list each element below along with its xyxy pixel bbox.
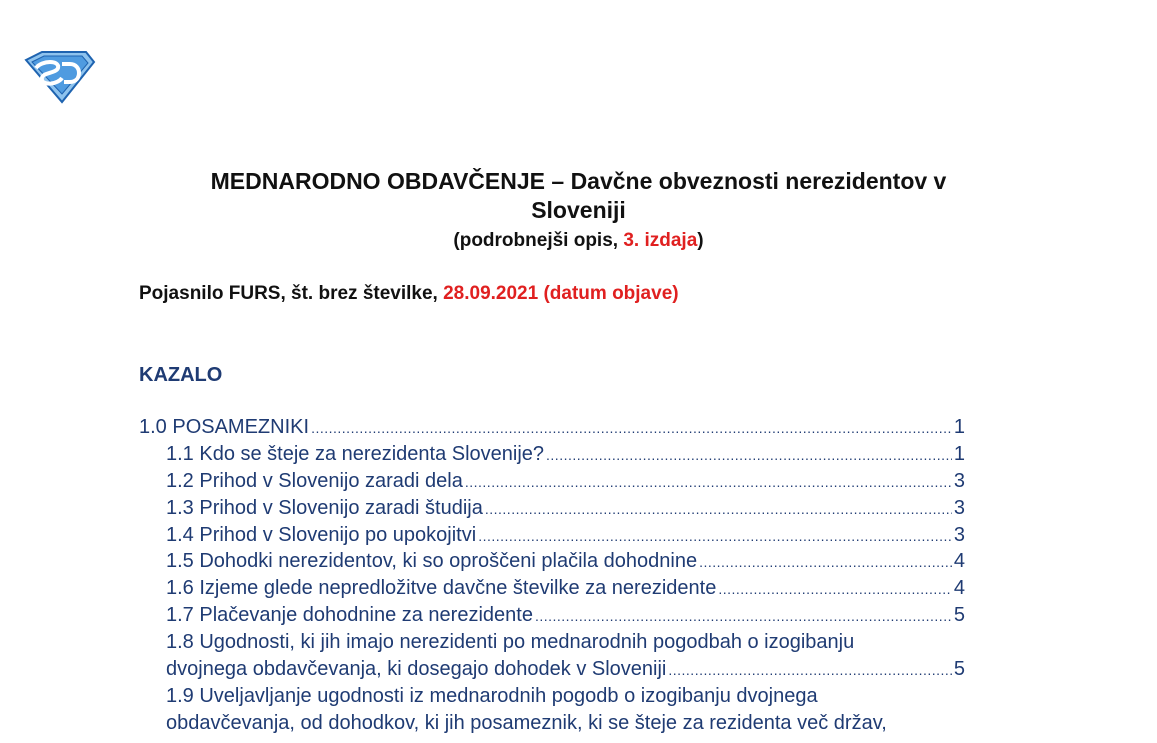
publication-date: 28.09.2021 (datum objave) xyxy=(443,283,679,304)
edition-label: 3. izdaja xyxy=(623,230,698,251)
toc-entry-1-8-line1[interactable]: 1.8 Ugodnosti, ki jih imajo nerezidenti po mednarodnih pogodbah o izogibanju xyxy=(166,631,855,654)
toc-entry-1-0[interactable] xyxy=(139,414,965,441)
toc-page-number: 3 xyxy=(953,496,965,519)
company-logo-icon xyxy=(22,48,96,104)
toc-leader-dots xyxy=(546,442,952,469)
toc-page-number: 1 xyxy=(953,416,965,438)
toc-page-number: 5 xyxy=(953,658,965,681)
toc-leader-dots xyxy=(535,603,952,630)
toc-entry-label: 1.4 Prihod v Slovenijo po upokojitvi xyxy=(166,523,477,546)
toc-leader-dots xyxy=(699,549,952,576)
reference-text: Pojasnilo FURS, št. brez številke, xyxy=(139,283,444,304)
document-title-line2: Sloveniji xyxy=(531,197,626,223)
toc-heading: KAZALO xyxy=(139,364,223,386)
toc-leader-dots xyxy=(478,523,952,550)
toc-leader-dots xyxy=(485,496,952,523)
toc-page-number: 4 xyxy=(953,577,965,600)
toc-entry-1-1[interactable] xyxy=(139,441,965,468)
toc-entry-1-2[interactable] xyxy=(139,468,965,495)
toc-entry-label: 1.7 Plačevanje dohodnine za nerezidente xyxy=(166,604,533,627)
toc-entry-label: 1.6 Izjeme glede nepredložitve davčne številke za nerezidente xyxy=(166,577,717,600)
toc-entry-1-9-line2[interactable]: obdavčevanja, od dohodkov, ki jih posameznik, ki se šteje za rezidenta več držav, xyxy=(166,711,887,734)
document-title-line1: MEDNARODNO OBDAVČENJE – Davčne obveznosti nerezidentov v xyxy=(210,168,947,194)
toc-entry-1-5[interactable] xyxy=(139,548,965,575)
toc-entry-label: 1.2 Prihod v Slovenijo zaradi dela xyxy=(166,469,463,492)
toc-leader-dots xyxy=(311,415,952,442)
toc-page-number: 3 xyxy=(953,469,965,492)
toc-entry-label: dvojnega obdavčevanja, ki dosegajo dohodek v Sloveniji xyxy=(166,658,667,681)
toc-entry-1-3[interactable] xyxy=(139,495,965,522)
toc-entry-label: 1.3 Prihod v Slovenijo zaradi študija xyxy=(166,496,483,519)
toc-leader-dots xyxy=(465,469,952,496)
toc-page-number: 4 xyxy=(953,550,965,573)
table-of-contents xyxy=(139,414,965,737)
toc-leader-dots xyxy=(718,576,952,603)
toc-entry-1-6[interactable] xyxy=(139,575,965,602)
toc-page-number: 5 xyxy=(953,604,965,627)
toc-entry-label: 1.1 Kdo se šteje za nerezidenta Slovenije? xyxy=(166,442,545,465)
toc-entry-1-9-line1[interactable]: 1.9 Uveljavljanje ugodnosti iz mednarodnih pogodb o izogibanju dvojnega xyxy=(166,684,818,707)
toc-page-number: 1 xyxy=(953,442,965,465)
subtitle-suffix: ) xyxy=(697,230,704,251)
toc-entry-label: 1.0 POSAMEZNIKI xyxy=(139,416,310,438)
subtitle-prefix: (podrobnejši opis, xyxy=(453,230,624,251)
document-subtitle xyxy=(0,228,1157,254)
toc-page-number: 3 xyxy=(953,523,965,546)
toc-entry-1-7[interactable] xyxy=(139,602,965,629)
toc-entry-1-4[interactable] xyxy=(139,522,965,549)
toc-leader-dots xyxy=(668,657,952,684)
toc-entry-label: 1.5 Dohodki nerezidentov, ki so oproščeni plačila dohodnine xyxy=(166,550,698,573)
explanation-reference xyxy=(139,281,679,307)
toc-entry-1-8[interactable] xyxy=(139,656,965,683)
